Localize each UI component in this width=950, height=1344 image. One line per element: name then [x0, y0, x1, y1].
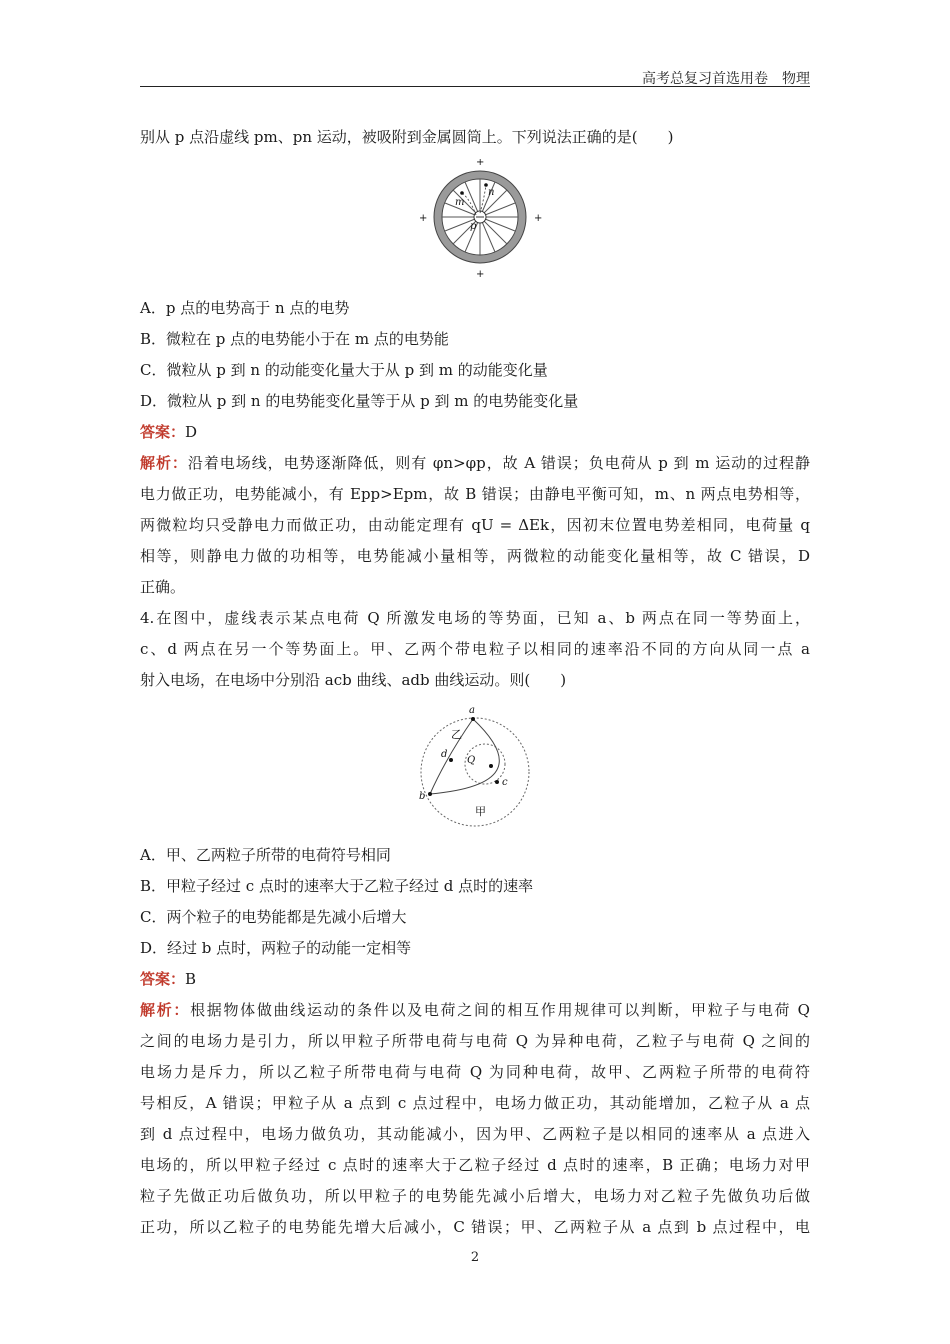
q4-stem-line: 射入电场，在电场中分别沿 acb 曲线、adb 曲线运动。则( )	[140, 671, 567, 689]
q4-figure	[140, 702, 810, 834]
q3-answer-label: 答案：	[140, 423, 186, 441]
label-m: m	[455, 197, 465, 208]
q3-stem-tail: 别从 p 点沿虚线 pm、pn 运动，被吸附到金属圆筒上。下列说法正确的是( )	[140, 128, 674, 146]
metal-cylinder-diagram	[140, 159, 810, 289]
q3-option-a: A．p 点的电势高于 n 点的电势	[140, 299, 350, 317]
plus-top: +	[476, 159, 485, 168]
q3-figure	[140, 159, 810, 289]
label-q: Q	[467, 755, 476, 766]
header-divider	[140, 86, 810, 87]
point-d-dot	[449, 758, 453, 762]
q4-analysis-text: 根据物体做曲线运动的条件以及电荷之间的相互作用规律可以判断，甲粒子与电荷 Q	[190, 1001, 810, 1019]
q3-analysis-line	[140, 448, 810, 479]
label-c: c	[502, 777, 508, 788]
label-yi: 乙	[451, 728, 462, 741]
q4-stem-line: c、d 两点在另一个等势面上。甲、乙两个带电粒子以相同的速率沿不同的方向从同一点 a	[140, 640, 810, 658]
charge-q-dot	[489, 764, 493, 768]
q3-option-b: B．微粒在 p 点的电势能小于在 m 点的电势能	[140, 330, 449, 348]
q3-analysis-line: 电力做正功，电势能减小，有 Epp>Epm，故 B 错误；由静电平衡可知，m、n 两点电势相等，	[140, 485, 810, 503]
equipotential-diagram	[140, 702, 810, 834]
q4-answer	[140, 964, 810, 995]
q4-answer-value: B	[185, 970, 197, 988]
label-p: p	[470, 221, 477, 232]
q3-option-d: D．微粒从 p 到 n 的电势能变化量等于从 p 到 m 的电势能变化量	[140, 392, 579, 410]
q3-analysis-line: 相等，则静电力做的功相等，电势能减小量相等，两微粒的动能变化量相等，故 C 错误，D	[140, 547, 810, 565]
point-b-dot	[428, 792, 432, 796]
q4-analysis-line: 到 d 点过程中，电场力做负功，其动能减小，因为甲、乙两粒子是以相同的速率从 a 点进入	[140, 1125, 810, 1143]
q3-analysis-line: 正确。	[140, 578, 186, 596]
q3-analysis-text: 沿着电场线，电势逐渐降低，则有 φn>φp，故 A 错误；负电荷从 p 到 m 运动的过程静	[187, 454, 810, 472]
point-a-dot	[471, 717, 475, 721]
q4-analysis-line	[140, 995, 810, 1026]
point-c-dot	[495, 780, 499, 784]
q4-analysis-line: 电场力是斥力，所以乙粒子所带电荷与电荷 Q 为同种电荷，故甲、乙两粒子所带的电荷符	[140, 1063, 810, 1081]
label-jia: 甲	[475, 805, 486, 818]
q4-analysis-line: 正功，所以乙粒子的电势能先增大后减小，C 错误；甲、乙两粒子从 a 点到 b 点过程中，电	[140, 1218, 810, 1236]
label-d: d	[441, 749, 448, 760]
plus-right: +	[534, 213, 543, 224]
q4-option-c: C．两个粒子的电势能都是先减小后增大	[140, 908, 407, 926]
q4-answer-label: 答案：	[140, 970, 186, 988]
q3-analysis-label: 解析：	[140, 454, 188, 472]
q4-analysis-line: 电场的，所以甲粒子经过 c 点时的速率大于乙粒子经过 d 点时的速率，B 正确；电场力对甲	[140, 1156, 810, 1174]
label-a: a	[469, 705, 475, 716]
q4-option-a: A．甲、乙两粒子所带的电荷符号相同	[140, 846, 391, 864]
q4-stem-line: 4.在图中，虚线表示某点电荷 Q 所激发电场的等势面，已知 a、b 两点在同一等势面上，	[140, 609, 810, 627]
page-number: 2	[470, 1250, 480, 1265]
label-n: n	[488, 187, 495, 198]
q4-option-d: D．经过 b 点时，两粒子的动能一定相等	[140, 939, 412, 957]
q4-analysis-line: 之间的电场力是引力，所以甲粒子所带电荷与电荷 Q 为异种电荷，乙粒子与电荷 Q 之间的	[140, 1032, 810, 1050]
plus-left: +	[419, 213, 428, 224]
q4-analysis-line: 号相反，A 错误；甲粒子从 a 点到 c 点过程中，电场力做正功，其动能增加，乙粒子从 a 点	[140, 1094, 810, 1112]
q3-option-c: C．微粒从 p 到 n 的动能变化量大于从 p 到 m 的动能变化量	[140, 361, 548, 379]
q3-answer-value: D	[185, 423, 198, 441]
q4-analysis-line: 粒子先做正功后做负功，所以甲粒子的电势能先减小后增大，电场力对乙粒子先做负功后做	[140, 1187, 810, 1205]
label-b: b	[419, 791, 426, 802]
q4-option-b: B．甲粒子经过 c 点时的速率大于乙粒子经过 d 点时的速率	[140, 877, 534, 895]
q4-analysis-label: 解析：	[140, 1001, 191, 1019]
point-m-dot	[460, 191, 464, 195]
q3-analysis-line: 两微粒均只受静电力而做正功，由动能定理有 qU = ΔEk，因初末位置电势差相同，电荷量 q	[140, 516, 810, 534]
document-body	[140, 122, 810, 1243]
q3-answer	[140, 417, 810, 448]
page-header: 高考总复习首选用卷 物理	[642, 71, 810, 87]
plus-bottom: +	[476, 269, 485, 280]
